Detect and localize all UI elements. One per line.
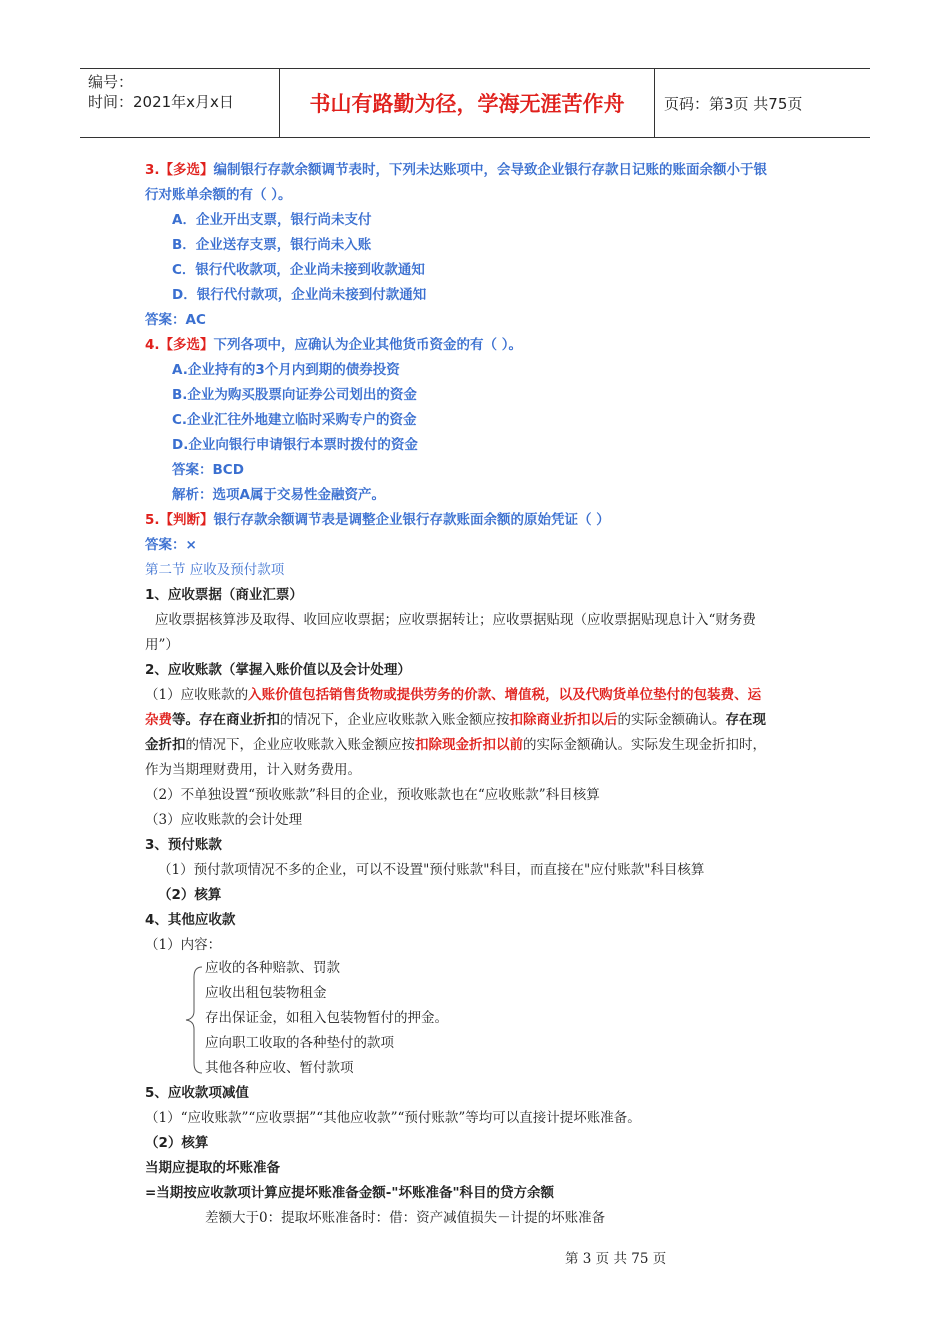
q3-option-a: A．企业开出支票，银行尚未支付 [172, 212, 372, 228]
para-2-l3-highlight: 扣除现金折扣以前 [415, 737, 523, 753]
q4-text: 下列各项中，应确认为企业其他货币资金的有（ ）。 [213, 337, 522, 353]
para-2-l3-text1: 的情况下，企业应收账款入账金额应按 [185, 737, 415, 753]
para-3-1: （1）预付款项情况不多的企业，可以不设置"预付账款"科目，而直接在"应付账款"科目核算 [158, 862, 705, 878]
para-2-l2-bold1: 等。存在商业折扣 [172, 712, 280, 728]
q4-option-b: B.企业为购买股票向证券公司划出的资金 [172, 387, 417, 403]
q5-line [145, 510, 610, 530]
page-header [80, 68, 870, 138]
q5-tag: 【判断】 [159, 512, 214, 528]
list-item-4: 应向职工收取的各种垫付的款项 [205, 1035, 394, 1051]
q5-text: 银行存款余额调节表是调整企业银行存款账面余额的原始凭证（ ） [213, 512, 610, 528]
q4-line [145, 335, 522, 355]
q4-analysis: 解析：选项A属于交易性金融资产。 [172, 487, 385, 503]
heading-4: 4、其他应收款 [145, 912, 236, 928]
heading-5: 5、应收款项减值 [145, 1085, 249, 1101]
para-2-2: （2）不单独设置“预收账款”科目的企业，预收账款也在“应收账款”科目核算 [145, 787, 600, 803]
para-2-l2-highlight: 杂费 [145, 712, 172, 728]
heading-2: 2、应收账款（掌握入账价值以及会计处理） [145, 662, 411, 678]
q3-line1 [145, 160, 767, 180]
list-item-2: 应收出租包装物租金 [205, 985, 327, 1001]
header-time: 时间：2021年x月x日 [88, 93, 234, 111]
q4-option-c: C.企业汇往外地建立临时采购专户的资金 [172, 412, 417, 428]
para-5-5: 差额大于0：提取坏账准备时：借：资产减值损失－计提的坏账准备 [205, 1210, 606, 1226]
q4-number: 4. [145, 337, 160, 353]
para-2-l3-text2: 的实际金额确认。实际发生现金折扣时， [523, 737, 766, 753]
q4-answer: 答案：BCD [172, 462, 244, 478]
header-motto: 书山有路勤为径，学海无涯苦作舟 [280, 69, 655, 137]
para-5-3: 当期应提取的坏账准备 [145, 1160, 280, 1176]
q3-tag: 【多选】 [159, 162, 214, 178]
header-number: 编号： [88, 73, 134, 91]
para-2-l2-text1: 的情况下，企业应收账款入账金额应按 [280, 712, 510, 728]
q5-number: 5. [145, 512, 160, 528]
heading-3: 3、预付账款 [145, 837, 222, 853]
para-1b: 用”） [145, 637, 179, 653]
para-2-l3-bold: 金折扣 [145, 737, 186, 753]
q4-option-d: D.企业向银行申请银行本票时拨付的资金 [172, 437, 418, 453]
para-2-l1-highlight: 入账价值包括销售货物或提供劳务的价款、增值税，以及代购货单位垫付的包装费、运 [248, 687, 762, 703]
para-2-line1 [145, 685, 761, 705]
heading-1: 1、应收票据（商业汇票） [145, 587, 303, 603]
q4-tag: 【多选】 [159, 337, 214, 353]
header-meta [80, 69, 280, 137]
para-2-line3 [145, 735, 766, 755]
para-2-line4: 作为当期理财费用，计入财务费用。 [145, 762, 361, 778]
curly-brace-icon [184, 965, 204, 1075]
q3-answer: 答案：AC [145, 312, 206, 328]
q3-text2: 行对账单余额的有（ ）。 [145, 187, 292, 203]
para-4-1: （1）内容： [145, 937, 222, 953]
para-2-l2-highlight2: 扣除商业折扣以后 [509, 712, 618, 728]
para-2-3: （3）应收账款的会计处理 [145, 812, 303, 828]
q4-option-a: A.企业持有的3个月内到期的债券投资 [172, 362, 400, 378]
para-2-l2-bold2: 存在现 [725, 712, 766, 728]
q3-option-c: C．银行代收款项，企业尚未接到收款通知 [172, 262, 425, 278]
q3-option-b: B．企业送存支票，银行尚未入账 [172, 237, 372, 253]
page-footer: 第 3 页 共 75 页 [565, 1251, 667, 1267]
para-3-2: （2）核算 [158, 887, 222, 903]
header-page-info: 页码：第3页 共75页 [664, 94, 803, 113]
para-5-1: （1）“应收账款”“应收票据”“其他应收款”“预付账款”等均可以直接计提坏账准备。 [145, 1110, 641, 1126]
list-item-1: 应收的各种赔款、罚款 [205, 960, 340, 976]
para-2-l2-text2: 的实际金额确认。 [617, 712, 726, 728]
q3-text1: 编制银行存款余额调节表时，下列未达账项中，会导致企业银行存款日记账的账面余额小于银 [213, 162, 768, 178]
para-5-2: （2）核算 [145, 1135, 209, 1151]
q3-number: 3. [145, 162, 160, 178]
para-5-4: =当期按应收款项计算应提坏账准备金额-"坏账准备"科目的贷方余额 [145, 1185, 554, 1201]
list-item-3: 存出保证金，如租入包装物暂付的押金。 [205, 1010, 448, 1026]
para-2-l1-text: （1）应收账款的 [145, 687, 249, 703]
q5-answer: 答案：× [145, 537, 197, 553]
para-2-line2 [145, 710, 766, 730]
q3-option-d: D．银行代付款项，企业尚未接到付款通知 [172, 287, 427, 303]
list-item-5: 其他各种应收、暂付款项 [205, 1060, 354, 1076]
section-title: 第二节 应收及预付款项 [145, 562, 285, 578]
para-1a: 应收票据核算涉及取得、收回应收票据；应收票据转让；应收票据贴现（应收票据贴现息计入“财务费 [155, 612, 756, 628]
